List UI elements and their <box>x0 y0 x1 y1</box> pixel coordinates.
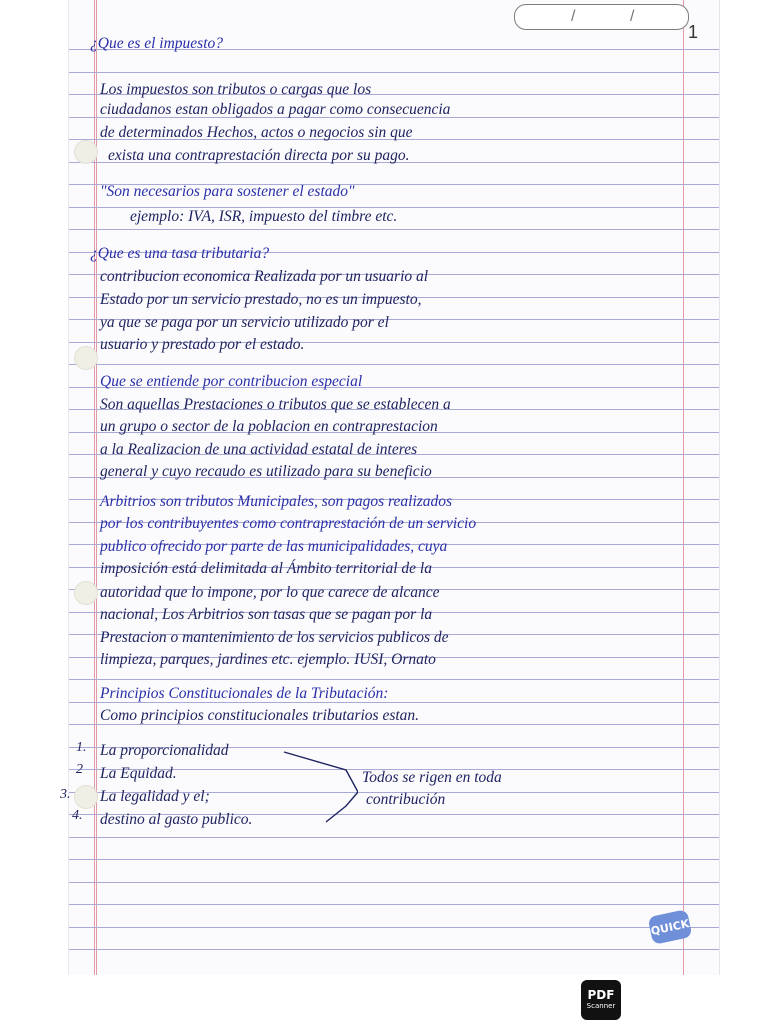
handwritten-line-p4-l1: Arbitrios son tributos Municipales, son pagos realizados <box>100 493 453 510</box>
handwritten-line-p1-l2: ciudadanos estan obligados a pagar como consecuencia <box>100 101 451 118</box>
binder-hole <box>74 581 98 605</box>
list-item-text: La Equidad. <box>100 765 177 782</box>
ruled-line <box>69 927 719 928</box>
page-number: 1 <box>688 22 699 42</box>
handwritten-line-p4-l2: por los contribuyentes como contraprestación de un servicio <box>100 515 477 532</box>
handwritten-line-p3-l4: general y cuyo recaudo es utilizado para su beneficio <box>100 463 432 480</box>
handwritten-line-p3-l3: a la Realizacion de una actividad estatal de interes <box>100 441 418 458</box>
date-box <box>514 4 689 30</box>
list-number: 2 <box>76 762 83 777</box>
ruled-line <box>69 859 719 860</box>
handwritten-line-q2-title: ¿Que es una tasa tributaria? <box>90 245 270 262</box>
ruled-line <box>69 364 719 365</box>
handwritten-line-p4-l7: Prestacion o mantenimiento de los servicios publicos de <box>100 629 449 646</box>
handwritten-line-p2-l2: Estado por un servicio prestado, no es un impuesto, <box>100 291 422 308</box>
binder-hole <box>74 140 98 164</box>
ruled-line <box>69 882 719 883</box>
ruled-line <box>69 679 719 680</box>
binder-hole <box>74 785 98 809</box>
date-separator: / <box>571 8 576 25</box>
handwritten-line-p5-intro: Como principios constitucionales tributarios estan. <box>100 707 420 724</box>
margin-line-right <box>683 0 684 975</box>
quick-sticker-logo: QUICK <box>648 909 693 945</box>
ruled-line <box>69 949 719 950</box>
ruled-line <box>69 837 719 838</box>
ruled-line <box>69 904 719 905</box>
handwritten-line-p1-example: ejemplo: IVA, ISR, impuesto del timbre etc. <box>130 208 398 225</box>
handwritten-line-p4-l5: autoridad que lo impone, por lo que carece de alcance <box>100 584 440 601</box>
handwritten-line-p1-l4: exista una contraprestación directa por su pago. <box>108 147 410 164</box>
handwritten-line-p2-l4: usuario y prestado por el estado. <box>100 336 305 353</box>
brace-note: Todos se rigen en toda <box>362 769 502 786</box>
handwritten-line-p2-l3: ya que se paga por un servicio utilizado por el <box>100 314 389 331</box>
list-item-text: La proporcionalidad <box>100 742 229 759</box>
handwritten-line-q1-title: ¿Que es el impuesto? <box>90 35 224 52</box>
list-number: 1. <box>76 740 87 755</box>
handwritten-line-q5-title: Principios Constitucionales de la Tributación: <box>100 685 389 702</box>
handwritten-line-p2-l1: contribucion economica Realizada por un usuario al <box>100 268 429 285</box>
handwritten-line-q3-title: Que se entiende por contribucion especial <box>100 373 363 390</box>
handwritten-line-p1-quote: "Son necesarios para sostener el estado" <box>100 183 355 200</box>
list-number: 4. <box>72 808 83 823</box>
brace-bracket <box>278 748 358 828</box>
handwritten-line-p4-l6: nacional, Los Arbitrios son tasas que se pagan por la <box>100 606 433 623</box>
handwritten-line-p4-l8: limpieza, parques, jardines etc. ejemplo. IUSI, Ornato <box>100 651 436 668</box>
ruled-line <box>69 72 719 73</box>
handwritten-line-p3-l2: un grupo o sector de la poblacion en contraprestacion <box>100 418 438 435</box>
binder-hole <box>74 346 98 370</box>
date-separator: / <box>630 8 635 25</box>
handwritten-line-p4-l4: imposición está delimitada al Ámbito territorial de la <box>100 560 432 577</box>
list-item-text: La legalidad y el; <box>100 788 210 805</box>
pdf-scanner-logo <box>581 980 621 1020</box>
handwritten-line-p3-l1: Son aquellas Prestaciones o tributos que se establecen a <box>100 396 451 413</box>
scanner-logo-text: Scanner <box>586 1002 616 1010</box>
ruled-line <box>69 229 719 230</box>
handwritten-line-p1-l3: de determinados Hechos, actos o negocios sin que <box>100 124 413 141</box>
pdf-logo-text: PDF <box>587 988 615 1002</box>
brace-note: contribución <box>366 791 446 808</box>
list-number: 3. <box>60 787 71 802</box>
handwritten-line-p1-l1: Los impuestos son tributos o cargas que los <box>100 81 372 98</box>
list-item-text: destino al gasto publico. <box>100 811 253 828</box>
handwritten-line-p4-l3: publico ofrecido por parte de las municipalidades, cuya <box>100 538 448 555</box>
